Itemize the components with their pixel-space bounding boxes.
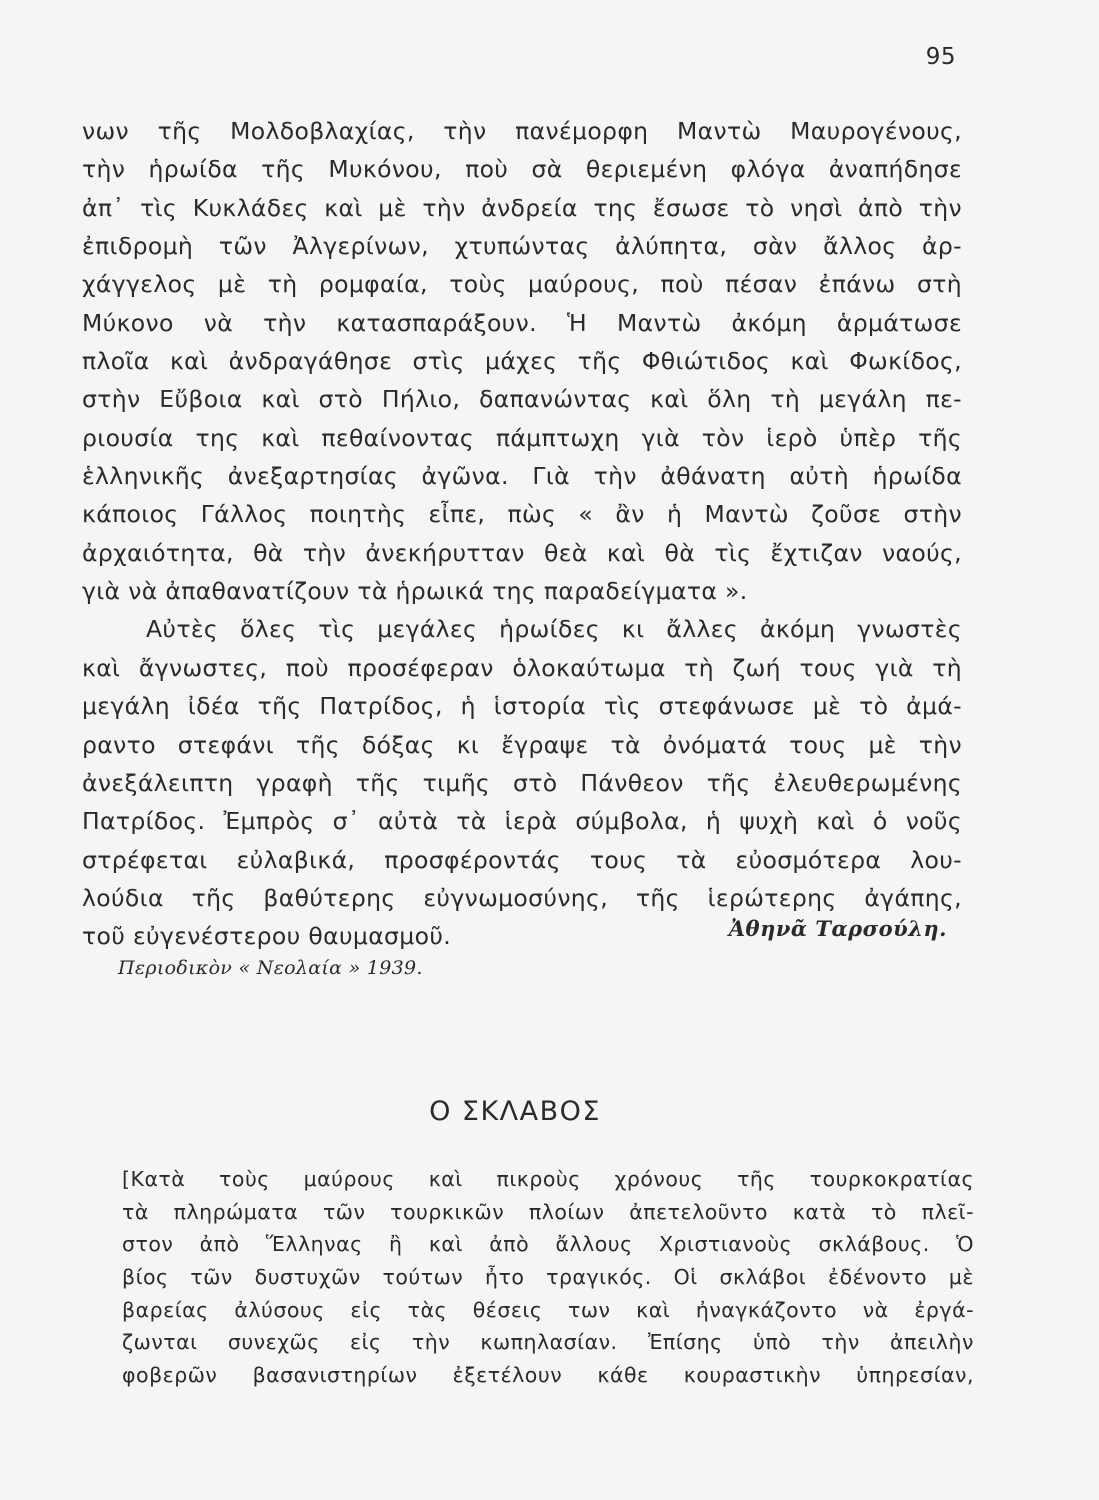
intro-line: ζωνται συνεχῶς εἰς τὴν κωπηλασίαν. Ἐπίσης ὑπὸ τὴν ἀπειλὴν (122, 1330, 974, 1355)
text-line: πλοῖα καὶ ἀνδραγάθησε στὶς μάχες τῆς Φθιώτιδος καὶ Φωκίδος, (82, 347, 962, 376)
intro-line: τὰ πληρώματα τῶν τουρκικῶν πλοίων ἀπετελοῦντο κατὰ τὸ πλεῖ- (122, 1199, 974, 1224)
intro-line: [Κατὰ τοὺς μαύρους καὶ πικροὺς χρόνους τῆς τουρκοκρατίας (122, 1167, 974, 1191)
text-line: νων τῆς Μολδοβλαχίας, τὴν πανέμορφη Μαντὼ Μαυρογένους, (82, 117, 962, 145)
text-line: καὶ ἄγνωστες, ποὺ προσέφεραν ὁλοκαύτωμα τὴ ζωή τους γιὰ τὴ (82, 653, 962, 682)
text-line: ἀρχαιότητα, θὰ τὴν ἀνεκήρυτταν θεὰ καὶ θὰ τὶς ἔχτιζαν ναούς, (82, 538, 962, 567)
text-line: ἀπ᾽ τὶς Κυκλάδες καὶ μὲ τὴν ἀνδρεία της ἔσωσε τὸ νησὶ ἀπὸ τὴν (82, 193, 962, 222)
author-signature: Ἀθηνᾶ Ταρσούλη. (728, 916, 947, 941)
intro-note (122, 1163, 974, 1392)
text-line: στρέφεται εὐλαβικά, προσφέροντάς τους τὰ εὐοσμότερα λου- (82, 845, 962, 874)
paragraph-first-line: Αὐτὲς ὅλες τὶς μεγάλες ἡρωίδες κι ἄλλες ἀκόμη γνωστὲς (146, 615, 962, 644)
text-line: λούδια τῆς βαθύτερης εὐγνωμοσύνης, τῆς ἱερώτερης ἀγάπης, (82, 883, 962, 912)
intro-line: βαρείας ἀλύσους εἰς τὰς θέσεις των καὶ ἠναγκάζοντο νὰ ἐργά- (122, 1297, 974, 1322)
text-line: ἐπιδρομὴ τῶν Ἀλγερίνων, χτυπώντας ἀλύπητα, σὰν ἄλλος ἀρ- (82, 232, 962, 261)
article-body (82, 112, 962, 956)
intro-line: στον ἀπὸ Ἕλληνας ἢ καὶ ἀπὸ ἄλλους Χριστιανοὺς σκλάβους. Ὁ (122, 1232, 974, 1257)
page-number: 95 (925, 44, 956, 70)
text-line: ριουσία της καὶ πεθαίνοντας πάμπτωχη γιὰ τὸν ἱερὸ ὑπὲρ τῆς (82, 423, 962, 452)
text-line: Μύκονο νὰ τὴν κατασπαράξουν. Ἡ Μαντὼ ἀκόμη ἁρμάτωσε (82, 308, 962, 337)
source-citation: Περιοδικὸν « Νεολαία » 1939. (118, 957, 423, 979)
intro-line: φοβερῶν βασανιστηρίων ἐξετέλουν κάθε κουραστικὴν ὑπηρεσίαν, (122, 1363, 974, 1388)
text-line: ἀνεξάλειπτη γραφὴ τῆς τιμῆς στὸ Πάνθεον τῆς ἐλευθερωμένης (82, 768, 962, 797)
text-line: στὴν Εὔβοια καὶ στὸ Πήλιο, δαπανώντας καὶ ὅλη τὴ μεγάλη πε- (82, 385, 962, 414)
text-line: μεγάλη ἰδέα τῆς Πατρίδος, ἡ ἱστορία τὶς στεφάνωσε μὲ τὸ ἀμά- (82, 692, 962, 721)
intro-line: βίος τῶν δυστυχῶν τούτων ἦτο τραγικός. Οἱ σκλάβοι ἐδένοντο μὲ (122, 1265, 974, 1290)
text-line: ἑλληνικῆς ἀνεξαρτησίας ἀγῶνα. Γιὰ τὴν ἀθάνατη αὐτὴ ἡρωίδα (82, 462, 962, 491)
section-title: Ο ΣΚΛΑΒΟΣ (429, 1096, 601, 1127)
text-line: Πατρίδος. Ἐμπρὸς σ᾽ αὐτὰ τὰ ἱερὰ σύμβολα, ἡ ψυχὴ καὶ ὁ νοῦς (82, 807, 962, 836)
text-line: ραντο στεφάνι τῆς δόξας κι ἔγραψε τὰ ὀνόματά τους μὲ τὴν (82, 730, 962, 759)
text-line: κάποιος Γάλλος ποιητὴς εἶπε, πὼς « ἂν ἡ Μαντὼ ζοῦσε στὴν (82, 500, 962, 529)
text-line: γιὰ νὰ ἀπαθανατίζουν τὰ ἡρωικά της παραδείγματα ». (82, 577, 748, 606)
text-line: χάγγελος μὲ τὴ ρομφαία, τοὺς μαύρους, ποὺ πέσαν ἐπάνω στὴ (82, 270, 962, 299)
text-line: τὴν ἡρωίδα τῆς Μυκόνου, ποὺ σὰ θεριεμένη φλόγα ἀναπήδησε (82, 155, 962, 184)
text-line: τοῦ εὐγενέστερου θαυμασμοῦ. (82, 922, 452, 951)
